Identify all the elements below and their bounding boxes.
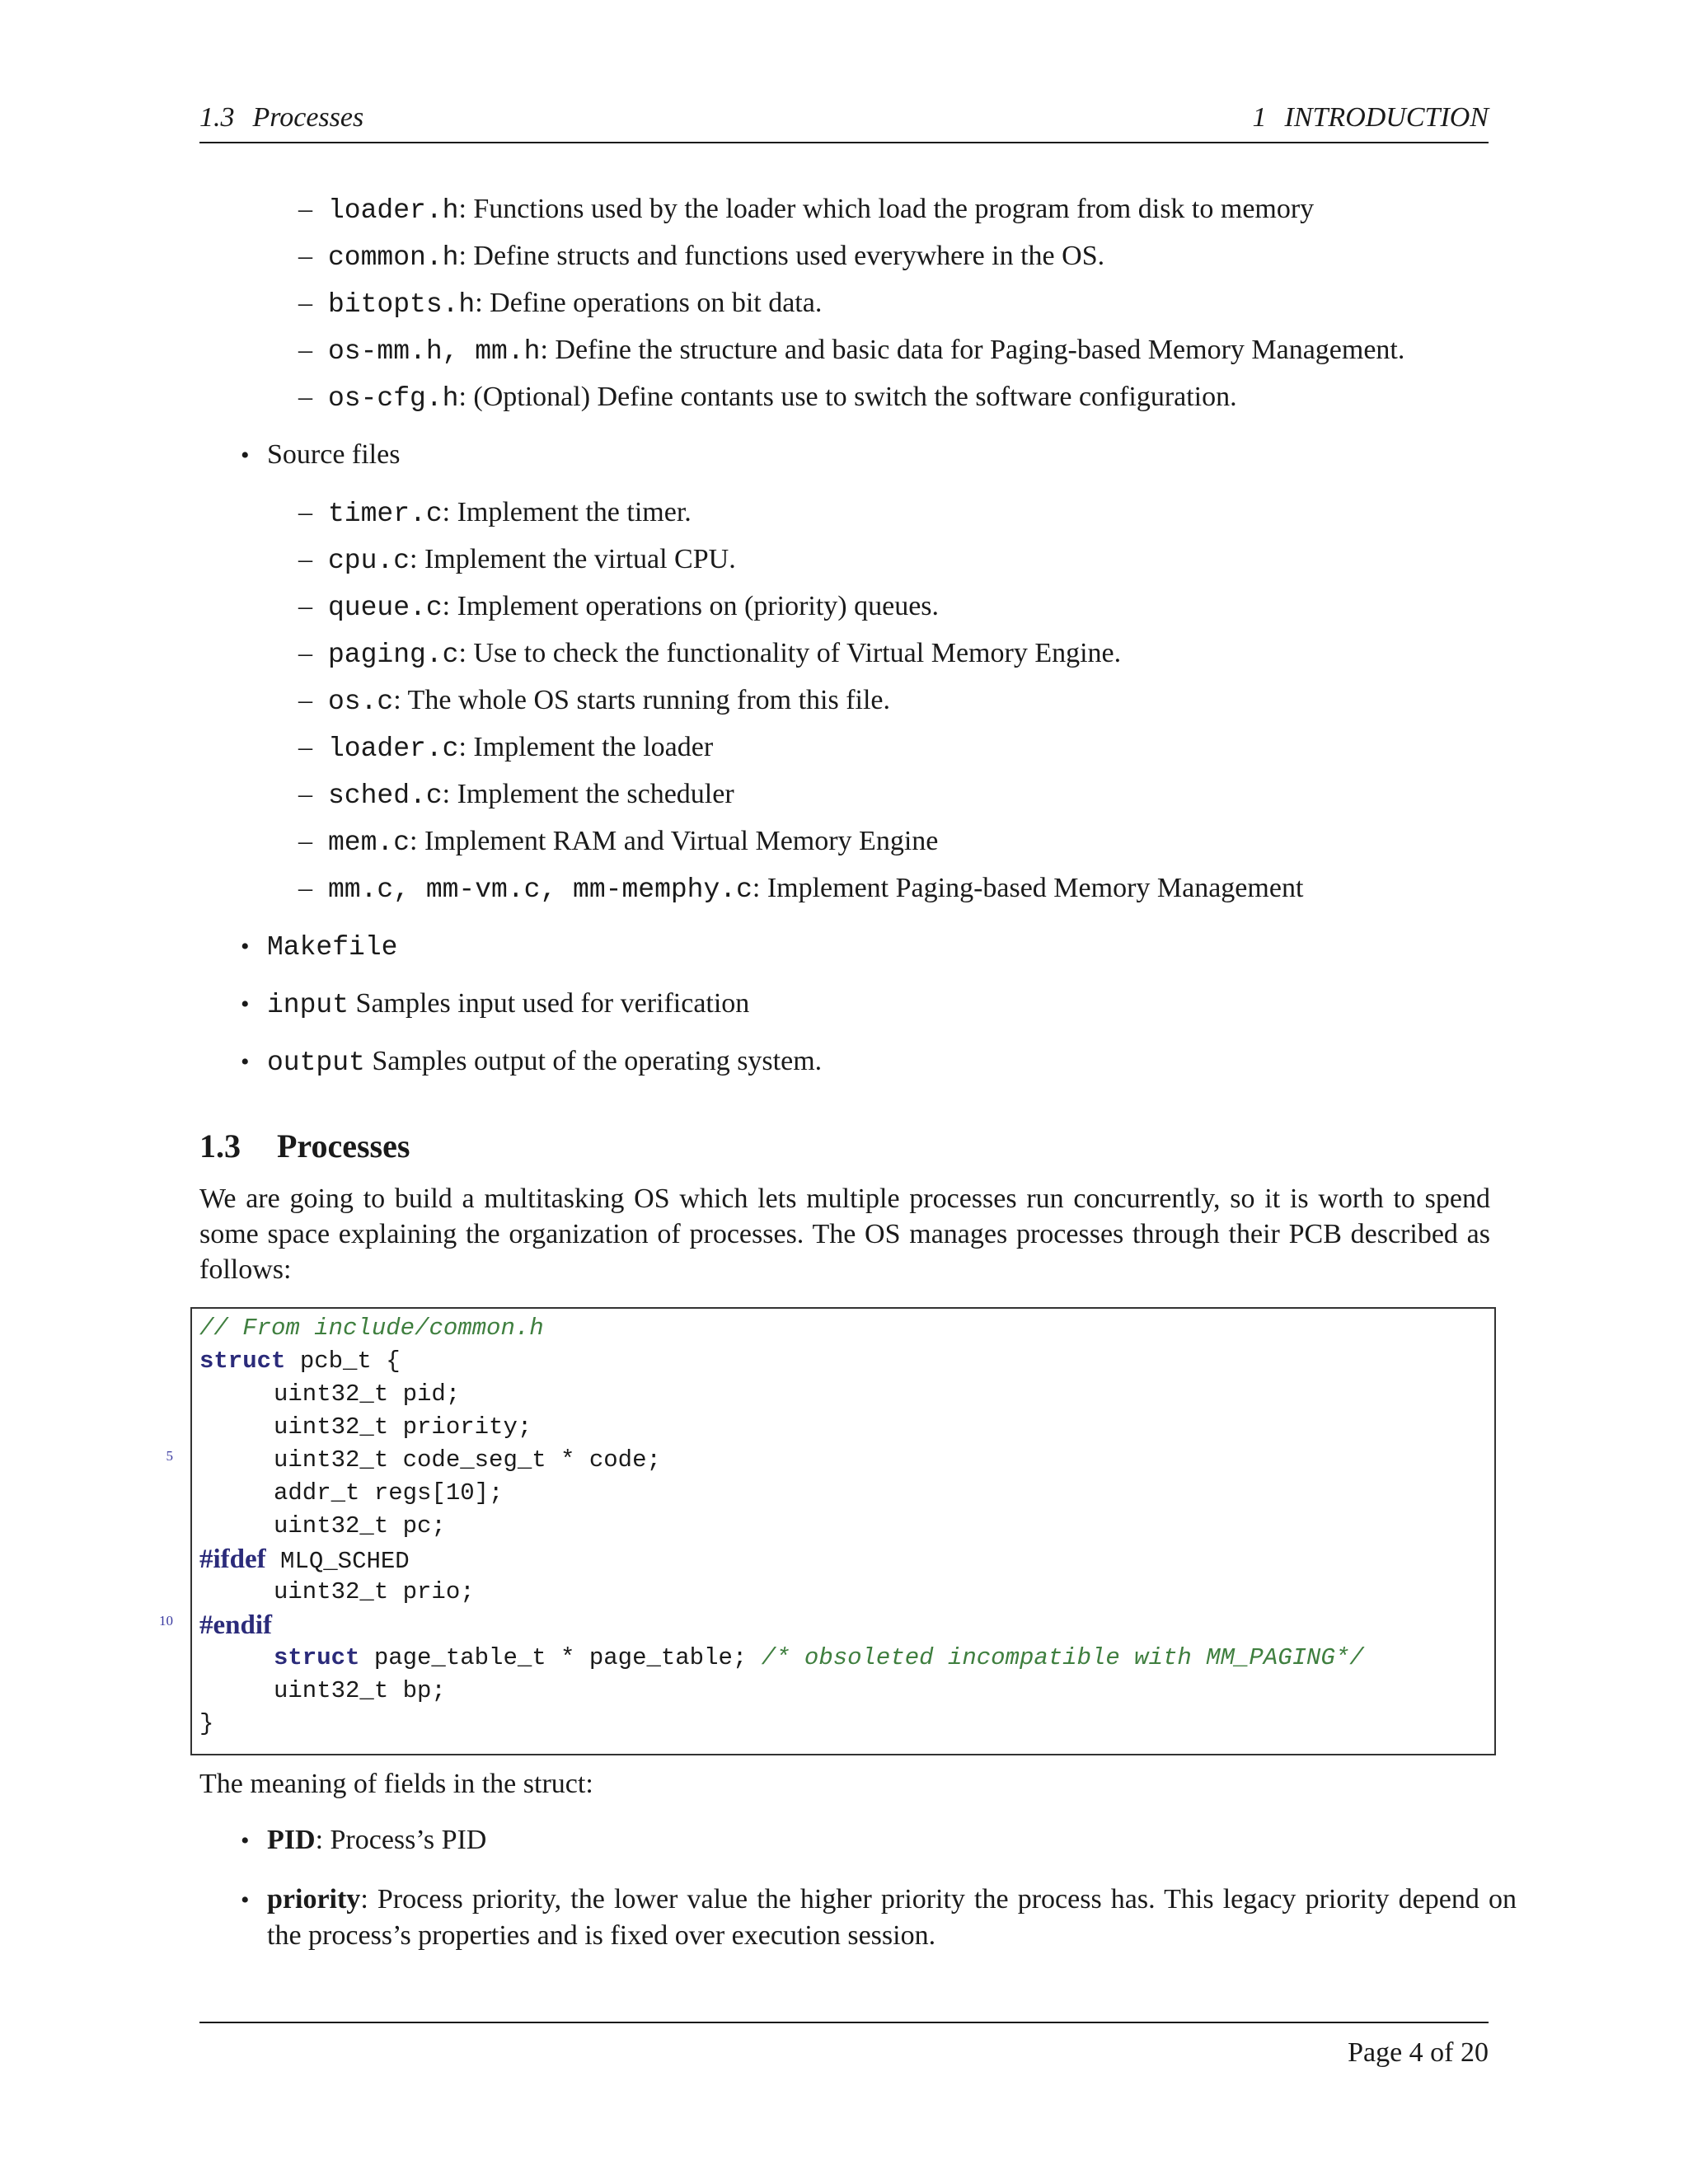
list-item: – loader.h: Functions used by the loader which load the program from disk to memory bbox=[298, 194, 1315, 226]
list-item: – mm.c, mm-vm.c, mm-memphy.c: Implement Paging-based Memory Management bbox=[298, 873, 1304, 905]
list-item: – timer.c: Implement the timer. bbox=[298, 497, 692, 529]
code-line: struct page_table_t * page_table; /* obsoleted incompatible with MM_PAGING*/ bbox=[274, 1644, 1364, 1671]
list-item: – sched.c: Implement the scheduler bbox=[298, 779, 734, 811]
code-line: uint32_t code_seg_t * code; bbox=[274, 1446, 661, 1474]
intro-paragraph: We are going to build a multitasking OS which lets multiple processes run concurrently, so it is worth to spend some space explaining the organization of processes. The OS manages processes through their PCB described as follows: bbox=[199, 1183, 1490, 1285]
list-item: – os-cfg.h: (Optional) Define contants use to switch the software configuration. bbox=[298, 382, 1237, 414]
list-item: – paging.c: Use to check the functionality of Virtual Memory Engine. bbox=[298, 638, 1122, 670]
bullet-makefile: • Makefile bbox=[241, 932, 398, 963]
field-item-pid: • PID: Process’s PID bbox=[241, 1825, 487, 1855]
bullet-output: • output Samples output of the operating system. bbox=[241, 1046, 823, 1078]
list-item: – common.h: Define structs and functions used everywhere in the OS. bbox=[298, 241, 1105, 273]
bullet-source-files: • Source files bbox=[241, 439, 401, 470]
list-item: – os.c: The whole OS starts running from this file. bbox=[298, 685, 891, 717]
header-right: 1 INTRODUCTION bbox=[1252, 102, 1489, 133]
line-number: 5 bbox=[166, 1448, 173, 1464]
footer-rule bbox=[199, 2022, 1489, 2023]
code-line: uint32_t bp; bbox=[274, 1677, 446, 1704]
list-item: – queue.c: Implement operations on (priority) queues. bbox=[298, 591, 940, 623]
code-line: addr_t regs[10]; bbox=[274, 1479, 504, 1507]
code-line: #ifdef MLQ_SCHED bbox=[199, 1544, 410, 1575]
list-item: – mem.c: Implement RAM and Virtual Memory Engine bbox=[298, 826, 939, 858]
section-heading: 1.3 Processes bbox=[199, 1127, 410, 1165]
code-line: } bbox=[199, 1710, 214, 1737]
code-line: uint32_t pid; bbox=[274, 1380, 461, 1408]
running-header bbox=[199, 102, 1489, 143]
bullet-input: • input Samples input used for verification bbox=[241, 988, 750, 1020]
line-number: 10 bbox=[159, 1613, 173, 1629]
code-line: uint32_t prio; bbox=[274, 1578, 475, 1605]
list-item: – loader.c: Implement the loader bbox=[298, 732, 714, 764]
list-item: – os-mm.h, mm.h: Define the structure and basic data for Paging-based Memory Management. bbox=[298, 335, 1405, 367]
list-item: – cpu.c: Implement the virtual CPU. bbox=[298, 544, 736, 576]
code-line: #endif bbox=[199, 1610, 273, 1640]
page-number: Page 4 of 20 bbox=[1348, 2037, 1489, 2068]
code-line: struct pcb_t { bbox=[199, 1347, 401, 1375]
list-item: – bitopts.h: Define operations on bit data. bbox=[298, 288, 823, 320]
code-line: uint32_t priority; bbox=[274, 1413, 532, 1441]
code-line: uint32_t pc; bbox=[274, 1512, 446, 1540]
fields-intro: The meaning of fields in the struct: bbox=[199, 1769, 593, 1799]
header-left: 1.3 Processes bbox=[199, 102, 364, 133]
code-comment: // From include/common.h bbox=[199, 1315, 544, 1342]
field-item-priority: • priority: Process priority, the lower value the higher priority the process has. This legacy priority depend on the process’s properties and is fixed over execution session. bbox=[241, 1884, 1517, 1951]
